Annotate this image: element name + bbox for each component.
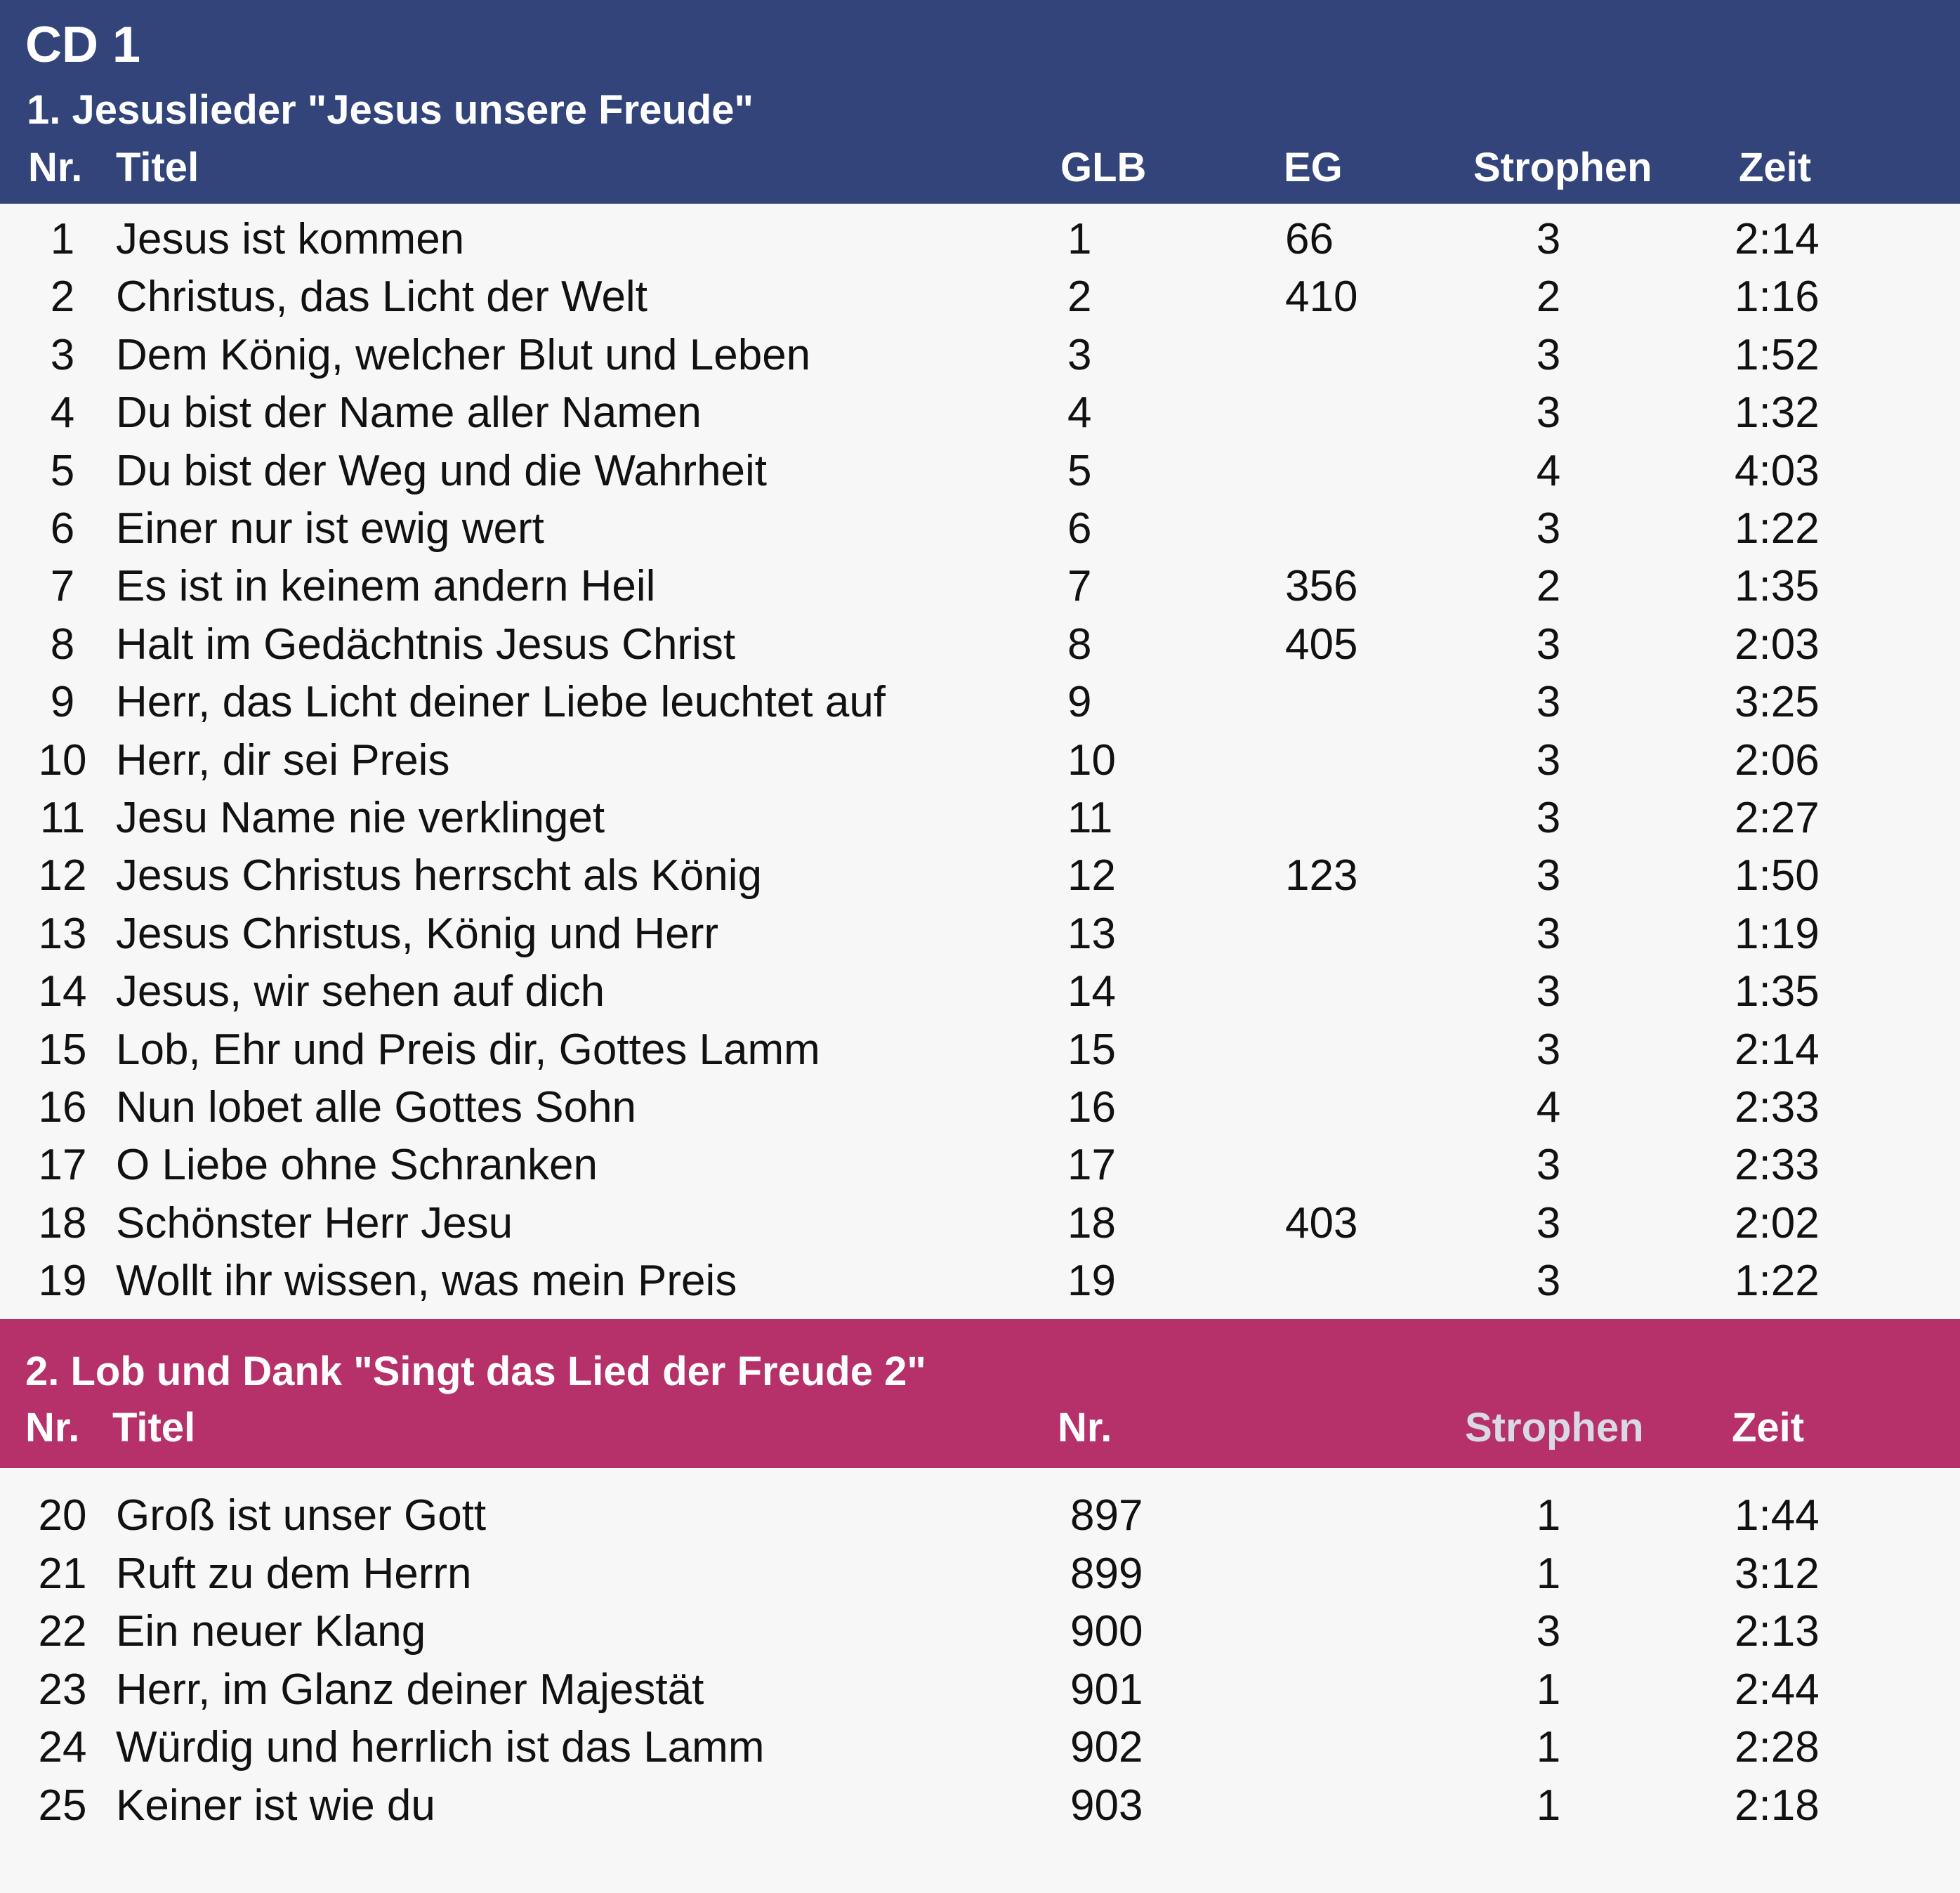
track-songbook-number: 901 [1070,1665,1143,1714]
header-nr: Nr. [25,1405,80,1450]
track-glb: 8 [1067,620,1092,669]
track-glb: 7 [1067,562,1092,611]
track-glb: 1 [1067,215,1092,263]
track-row [0,1021,1960,1079]
track-zeit: 2:27 [1735,794,1820,842]
track-row [0,1252,1960,1310]
track-row [0,732,1960,790]
track-number: 3 [50,330,75,379]
track-title: Halt im Gedächtnis Jesus Christ [116,620,736,669]
track-number: 8 [50,620,75,669]
track-strophen: 2 [1536,273,1561,322]
track-number: 16 [38,1083,87,1132]
track-glb: 9 [1067,678,1092,727]
track-title: Es ist in keinem andern Heil [116,562,656,611]
track-songbook-number: 900 [1070,1607,1143,1656]
track-glb: 11 [1067,794,1113,842]
track-title: Keiner ist wie du [116,1781,435,1830]
section-1-header-band [0,0,1960,204]
track-title: Du bist der Weg und die Wahrheit [116,446,768,495]
track-zeit: 1:16 [1735,273,1820,322]
track-eg: 123 [1285,851,1358,900]
track-row [0,1719,1960,1776]
track-zeit: 1:19 [1735,909,1820,958]
track-row [0,963,1960,1021]
track-glb: 16 [1067,1083,1116,1132]
track-title: O Liebe ohne Schranken [116,1141,598,1190]
track-row [0,443,1960,500]
track-zeit: 1:32 [1735,388,1820,438]
track-eg: 410 [1285,273,1358,322]
track-zeit: 1:35 [1735,562,1820,611]
track-glb: 15 [1067,1025,1116,1074]
header-titel: Titel [112,1405,196,1450]
track-glb: 5 [1067,446,1092,495]
track-title: Jesus Christus herrscht als König [116,851,763,900]
track-title: Christus, das Licht der Welt [116,273,647,322]
track-row [0,1603,1960,1661]
track-number: 7 [50,562,75,611]
track-number: 4 [50,388,75,438]
section-2-header-band [0,1319,1960,1468]
header-glb: GLB [1060,145,1147,190]
track-number: 22 [38,1607,87,1656]
track-row [0,268,1960,326]
track-strophen: 3 [1536,1257,1561,1306]
track-zeit: 3:25 [1735,678,1820,727]
track-strophen: 4 [1536,446,1561,495]
track-zeit: 2:33 [1735,1141,1820,1190]
track-number: 24 [38,1723,87,1772]
track-row [0,616,1960,674]
track-number: 1 [50,215,75,263]
track-zeit: 2:03 [1735,620,1820,669]
track-number: 19 [38,1257,87,1306]
track-title: Jesus ist kommen [116,215,465,263]
header-titel: Titel [116,145,199,190]
header-zeit: Zeit [1739,145,1812,190]
track-row [0,790,1960,847]
track-number: 23 [38,1665,87,1714]
track-zeit: 1:35 [1735,967,1820,1016]
track-number: 10 [38,735,87,785]
track-songbook-number: 899 [1070,1549,1143,1598]
track-strophen: 3 [1536,504,1561,553]
track-zeit: 2:33 [1735,1083,1820,1132]
track-zeit: 2:44 [1735,1665,1820,1714]
track-zeit: 2:18 [1735,1781,1820,1830]
track-title: Würdig und herrlich ist das Lamm [116,1723,765,1772]
track-title: Ruft zu dem Herrn [116,1549,472,1598]
track-title: Jesu Name nie verklinget [116,794,605,842]
track-zeit: 2:06 [1735,735,1820,785]
track-zeit: 2:14 [1735,1025,1820,1074]
track-zeit: 2:14 [1735,215,1820,263]
track-row [0,674,1960,731]
track-zeit: 4:03 [1735,446,1820,495]
track-glb: 2 [1067,273,1092,322]
track-number: 9 [50,678,75,727]
track-eg: 405 [1285,620,1358,669]
track-eg: 356 [1285,562,1358,611]
track-strophen: 3 [1536,620,1561,669]
track-title: Dem König, welcher Blut und Leben [116,330,811,379]
section-1-title: 1. Jesuslieder "Jesus unsere Freude" [27,87,754,133]
track-number: 5 [50,446,75,495]
track-strophen: 3 [1536,1141,1561,1190]
track-title: Jesus, wir sehen auf dich [116,967,605,1016]
track-strophen: 3 [1536,388,1561,438]
track-songbook-number: 903 [1070,1781,1143,1830]
track-zeit: 1:22 [1735,504,1820,553]
cd-title: CD 1 [25,17,141,73]
track-strophen: 1 [1536,1723,1561,1772]
track-strophen: 3 [1536,794,1561,842]
track-strophen: 1 [1536,1491,1561,1540]
track-strophen: 3 [1536,1607,1561,1656]
track-title: Herr, dir sei Preis [116,735,450,785]
track-title: Du bist der Name aller Namen [116,388,702,438]
track-eg: 403 [1285,1198,1358,1247]
track-row [0,1661,1960,1719]
track-glb: 3 [1067,330,1092,379]
track-strophen: 3 [1536,851,1561,900]
track-title: Ein neuer Klang [116,1607,426,1656]
track-number: 18 [38,1198,87,1247]
track-strophen: 3 [1536,215,1561,263]
header-nr2: Nr. [1058,1405,1112,1450]
track-strophen: 1 [1536,1549,1561,1598]
track-number: 14 [38,967,87,1016]
track-title: Schönster Herr Jesu [116,1198,513,1247]
track-zeit: 2:02 [1735,1198,1820,1247]
track-number: 6 [50,504,75,553]
track-strophen: 3 [1536,330,1561,379]
track-strophen: 3 [1536,735,1561,785]
track-zeit: 1:44 [1735,1491,1820,1540]
track-row [0,1545,1960,1603]
track-number: 2 [50,273,75,322]
track-glb: 6 [1067,504,1092,553]
track-row [0,558,1960,615]
track-strophen: 3 [1536,1025,1561,1074]
track-title: Jesus Christus, König und Herr [116,909,719,958]
header-strophen: Strophen [1473,145,1652,190]
track-number: 17 [38,1141,87,1190]
header-nr: Nr. [28,145,83,190]
track-strophen: 3 [1536,909,1561,958]
section-2-title: 2. Lob und Dank "Singt das Lied der Freude 2" [25,1349,926,1394]
track-strophen: 3 [1536,1198,1561,1247]
track-glb: 19 [1067,1257,1116,1306]
track-number: 25 [38,1781,87,1830]
header-eg: EG [1284,145,1343,190]
track-number: 13 [38,909,87,958]
track-glb: 12 [1067,851,1116,900]
track-title: Lob, Ehr und Preis dir, Gottes Lamm [116,1025,820,1074]
track-title: Wollt ihr wissen, was mein Preis [116,1257,737,1306]
track-title: Herr, im Glanz deiner Majestät [116,1665,704,1714]
track-glb: 4 [1067,388,1092,438]
track-row [0,905,1960,963]
track-songbook-number: 902 [1070,1723,1143,1772]
track-glb: 10 [1067,735,1116,785]
track-row [0,327,1960,384]
track-zeit: 1:50 [1735,851,1820,900]
track-strophen: 1 [1536,1781,1561,1830]
track-zeit: 1:22 [1735,1257,1820,1306]
track-zeit: 3:12 [1735,1549,1820,1598]
track-zeit: 2:28 [1735,1723,1820,1772]
track-row [0,211,1960,268]
track-row [0,1487,1960,1545]
track-number: 12 [38,851,87,900]
track-zeit: 2:13 [1735,1607,1820,1656]
track-number: 21 [38,1549,87,1598]
track-glb: 18 [1067,1198,1116,1247]
track-row [0,1777,1960,1835]
track-row [0,384,1960,442]
track-eg: 66 [1285,215,1334,263]
track-strophen: 3 [1536,967,1561,1016]
header-zeit: Zeit [1732,1405,1805,1450]
track-title: Herr, das Licht deiner Liebe leuchtet auf [116,678,886,727]
track-strophen: 3 [1536,678,1561,727]
track-row [0,500,1960,558]
track-glb: 14 [1067,967,1116,1016]
track-row [0,1137,1960,1194]
track-glb: 17 [1067,1141,1116,1190]
track-strophen: 2 [1536,562,1561,611]
track-glb: 13 [1067,909,1116,958]
track-strophen: 4 [1536,1083,1561,1132]
track-title: Groß ist unser Gott [116,1491,487,1540]
track-row [0,1195,1960,1252]
track-zeit: 1:52 [1735,330,1820,379]
track-row [0,847,1960,905]
track-number: 15 [38,1025,87,1074]
track-title: Einer nur ist ewig wert [116,504,544,553]
header-strophen: Strophen [1465,1405,1644,1450]
track-strophen: 1 [1536,1665,1561,1714]
track-songbook-number: 897 [1070,1491,1143,1540]
track-row [0,1079,1960,1137]
track-number: 20 [38,1491,87,1540]
track-title: Nun lobet alle Gottes Sohn [116,1083,637,1132]
track-number: 11 [39,794,86,842]
